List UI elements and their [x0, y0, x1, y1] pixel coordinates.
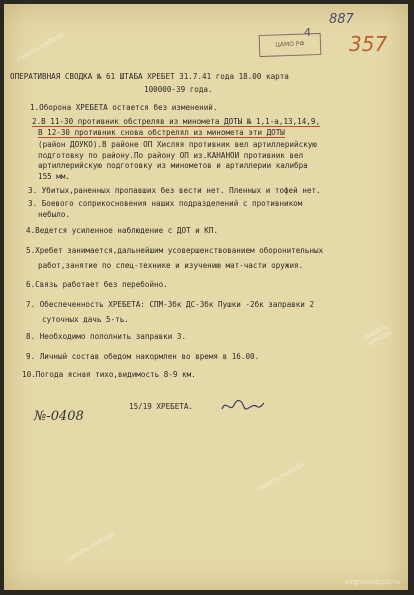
report-line: 3. Убитых,раненных пропавших без вести нет. Пленных и тофей нет.: [28, 186, 321, 195]
report-line: 1.Оборона ХРЕБЕТА остается без изменений.: [30, 103, 218, 112]
report-line: 4.Ведется усиленное наблюдение с ДОТ и КП.: [26, 226, 219, 235]
site-watermark: airgroundspb.ru: [344, 578, 400, 586]
report-line: (район ДОУКО).В районе ОП Хисляя противник вел артиллерийскую: [38, 140, 317, 149]
report-line: В 12-30 противник снова обстрелял из миномета эти ДОТЫ: [38, 128, 285, 137]
report-line: 3. Боевого соприкосновения наших подразделений с противником: [28, 199, 303, 208]
watermark: ПАМЯТЬ НАРОДА: [255, 461, 306, 494]
report-line: 5.Хребет занимается,дальнейшим усовершенствованием оборонительных: [26, 246, 324, 255]
watermark: ПАМЯТЬ НАРОДА: [363, 323, 393, 349]
report-line: 155 мм.: [38, 172, 71, 181]
report-line: артиллерийскую подготовку из минометов и артиллерии калибра: [38, 161, 308, 170]
report-line: работ,занятие по спец-технике и изучению мат-части оружия.: [38, 261, 304, 270]
report-line: 7. Обеспеченность ХРЕБЕТА: СПМ-3бк ДС-3бк Пушки -2бк заправки 2: [26, 300, 315, 309]
registration-number: №-0408: [34, 409, 84, 424]
report-line: подготовку по району.По району ОП из.КАНАНОИ противник вел: [38, 151, 304, 160]
report-line: 8. Необходимо пополнить заправки 3.: [26, 332, 187, 341]
report-line: небыло.: [38, 210, 71, 219]
report-line: 2.В 11-30 противник обстреляв из миномета ДОТЫ № 1,1-а,13,14,9,: [32, 117, 321, 126]
report-line: 9. Личный состав обедом накормлен во время в 16.00.: [26, 352, 260, 361]
report-title-cont: 100000-39 года.: [144, 85, 213, 94]
report-line: 6.Связь работает без перебойно.: [26, 280, 168, 289]
watermark: ПАМЯТЬ НАРОДА: [65, 531, 116, 564]
archive-number: 887: [329, 12, 354, 27]
report-title: ОПЕРАТИВНАЯ СВОДКА № 61 ШТАБА ХРЕБЕТ 31.7.41 года 18.00 карта: [10, 72, 289, 81]
signature: [220, 397, 266, 415]
watermark: ПАМЯТЬ НАРОДА: [15, 31, 66, 64]
page-number: 357: [349, 32, 388, 56]
signature-label: 15/19 ХРЕБЕТА.: [129, 402, 194, 411]
archive-stamp: ЦАМО РФ: [259, 33, 322, 57]
document-page: [4, 4, 408, 590]
report-line: 10.Погода ясная тихо,видимость 8-9 км.: [22, 370, 196, 379]
sheet-number: 4: [304, 26, 311, 39]
report-line: суточных дачь 5-ть.: [42, 315, 129, 324]
